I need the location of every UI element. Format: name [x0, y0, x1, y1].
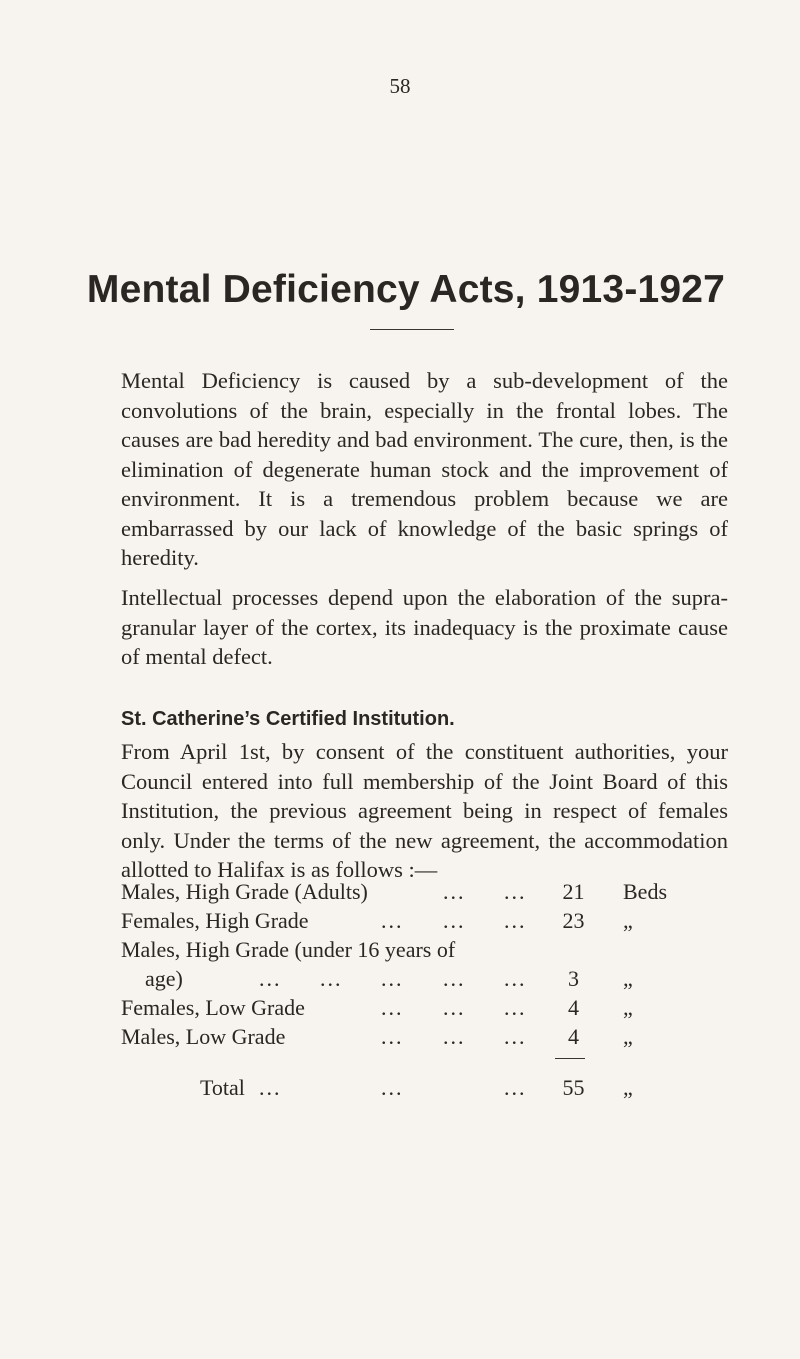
row-value: 21	[562, 879, 585, 904]
row-label: Females, Low Grade	[121, 995, 305, 1020]
beds-table	[121, 877, 761, 1051]
row-value: 23	[562, 908, 585, 933]
row-value: 3	[568, 966, 579, 991]
total-row	[121, 1073, 761, 1102]
leader-dots: ...	[443, 966, 466, 991]
leader-dots: ...	[504, 908, 527, 933]
table-row	[121, 1022, 761, 1051]
leader-dots: ...	[259, 966, 282, 991]
title-divider	[370, 329, 454, 330]
table-row	[121, 877, 761, 906]
total-unit: „	[623, 1075, 633, 1100]
leader-dots: ...	[504, 1075, 527, 1100]
row-label-continued: age)	[145, 966, 183, 991]
total-value: 55	[562, 1075, 585, 1100]
leader-dots: ...	[259, 1075, 282, 1100]
leader-dots: ...	[381, 995, 404, 1020]
row-unit: „	[623, 966, 633, 991]
leader-dots: ...	[443, 879, 466, 904]
leader-dots: ...	[443, 995, 466, 1020]
leader-dots: ...	[443, 908, 466, 933]
page-number: 58	[389, 74, 411, 98]
row-unit: „	[623, 908, 633, 933]
row-label: Males, High Grade (under 16 years of	[121, 937, 456, 962]
row-label: Males, High Grade (Adults)	[121, 879, 368, 904]
table-row	[121, 906, 761, 935]
leader-dots: ...	[381, 1075, 404, 1100]
row-unit: „	[623, 995, 633, 1020]
total-divider	[555, 1058, 585, 1059]
section-heading: St. Catherine’s Certified Institution.	[121, 708, 455, 730]
row-label: Males, Low Grade	[121, 1024, 286, 1049]
leader-dots: ...	[381, 908, 404, 933]
page-title: Mental Deficiency Acts, 1913-1927	[86, 268, 726, 311]
table-row	[121, 993, 761, 1022]
row-label: Females, High Grade	[121, 908, 309, 933]
leader-dots: ...	[381, 966, 404, 991]
paragraph-intellectual: Intellectual processes depend upon the elaboration of the supra-granular layer of the cortex, its inadequacy is the proximate cause of mental defect.	[121, 585, 728, 669]
leader-dots: ...	[504, 966, 527, 991]
leader-dots: ...	[504, 1024, 527, 1049]
row-unit: Beds	[623, 879, 667, 904]
leader-dots: ...	[320, 966, 343, 991]
paragraph-institution: From April 1st, by consent of the constituent authorities, your Council entered into full membership of the Joint Board of this Institution, the previous agreement being in respect of females only. Under the terms of the new agreement, the accommodation allotted to Halifax is as follows :—	[121, 739, 728, 882]
leader-dots: ...	[381, 1024, 404, 1049]
table-row	[121, 935, 761, 993]
leader-dots: ...	[504, 995, 527, 1020]
total-label: Total	[200, 1075, 245, 1100]
row-value: 4	[568, 1024, 579, 1049]
row-value: 4	[568, 995, 579, 1020]
paragraph-causes: Mental Deficiency is caused by a sub-development of the convolutions of the brain, especially in the frontal lobes. The causes are bad heredity and bad environment. The cure, then, is the elimination of degenerate human stock and the improvement of environment. It is a tremendous problem because we are embarrassed by our lack of knowledge of the basic springs of heredity.	[121, 368, 728, 570]
row-unit: „	[623, 1024, 633, 1049]
leader-dots: ...	[504, 879, 527, 904]
leader-dots: ...	[443, 1024, 466, 1049]
